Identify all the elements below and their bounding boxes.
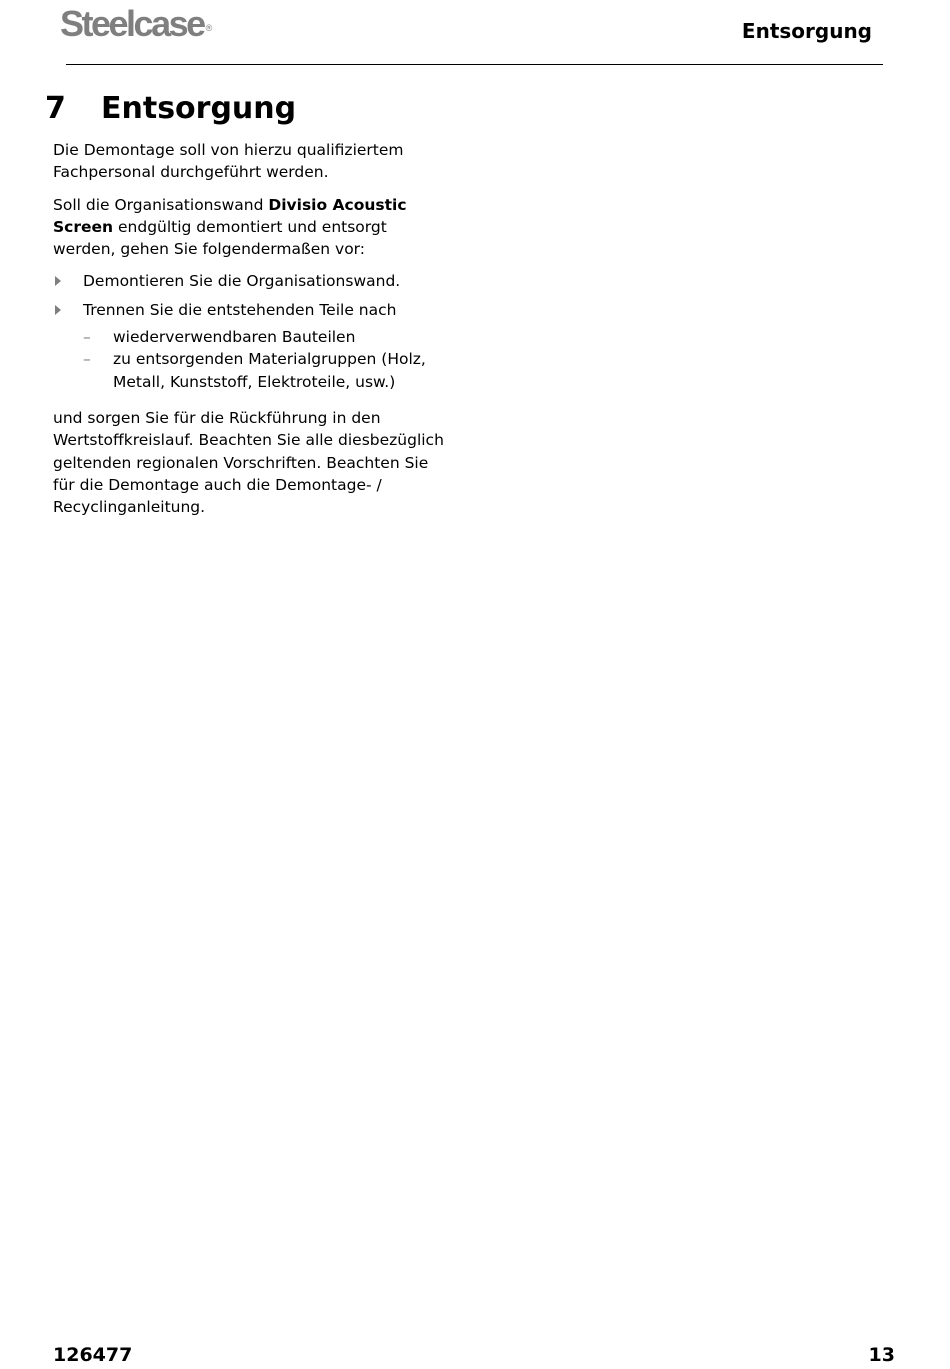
step-item [53,270,453,292]
chapter-heading [45,89,296,129]
instruction-text-end: endgültig demontiert und entsorgt werden, gehen Sie folgendermaßen vor: [53,217,387,259]
sub-list-item [83,348,453,393]
product-name: Divisio Acoustic Screen [53,195,407,236]
step-item [53,299,453,393]
dash-bullet: – [83,328,91,347]
sub-list [83,326,453,393]
intro-paragraph: Die Demontage soll von hierzu qualifiziertem Fachpersonal durchgeführt werden. [53,141,404,182]
registered-mark: ® [205,23,213,33]
main-content [53,139,453,528]
sub-list-text: wiederverwendbaren Bauteilen [113,328,356,347]
running-header-title: Entsorgung [741,19,872,43]
step-list [53,270,453,392]
document-number: 126477 [53,1344,133,1366]
page-number: 13 [868,1344,895,1366]
step-text: Trennen Sie die entstehenden Teile nach [83,300,397,319]
sub-list-text: zu entsorgenden Materialgruppen (Holz, Metall, Kunststoff, Elektroteile, usw.) [113,350,426,391]
arrow-bullet-icon [55,276,61,286]
logo-text: Steelcase [60,3,204,44]
header-divider [66,64,883,65]
chapter-title: Entsorgung [101,91,297,126]
instruction-paragraph [53,194,453,261]
steelcase-logo [60,3,213,44]
closing-paragraph: und sorgen Sie für die Rückführung in den Wertstoffkreislauf. Beachten Sie alle diesbezüglich geltenden regionalen Vorschriften. Beachten Sie für die Demontage auch die Demontage- / Recyclinganleitung. [53,408,444,517]
arrow-bullet-icon [55,305,61,315]
dash-bullet: – [83,350,91,369]
instruction-text-start: Soll die Organisationswand [53,195,269,214]
chapter-number: 7 [45,91,66,126]
step-text: Demontieren Sie die Organisationswand. [83,272,401,291]
sub-list-item [83,326,453,348]
